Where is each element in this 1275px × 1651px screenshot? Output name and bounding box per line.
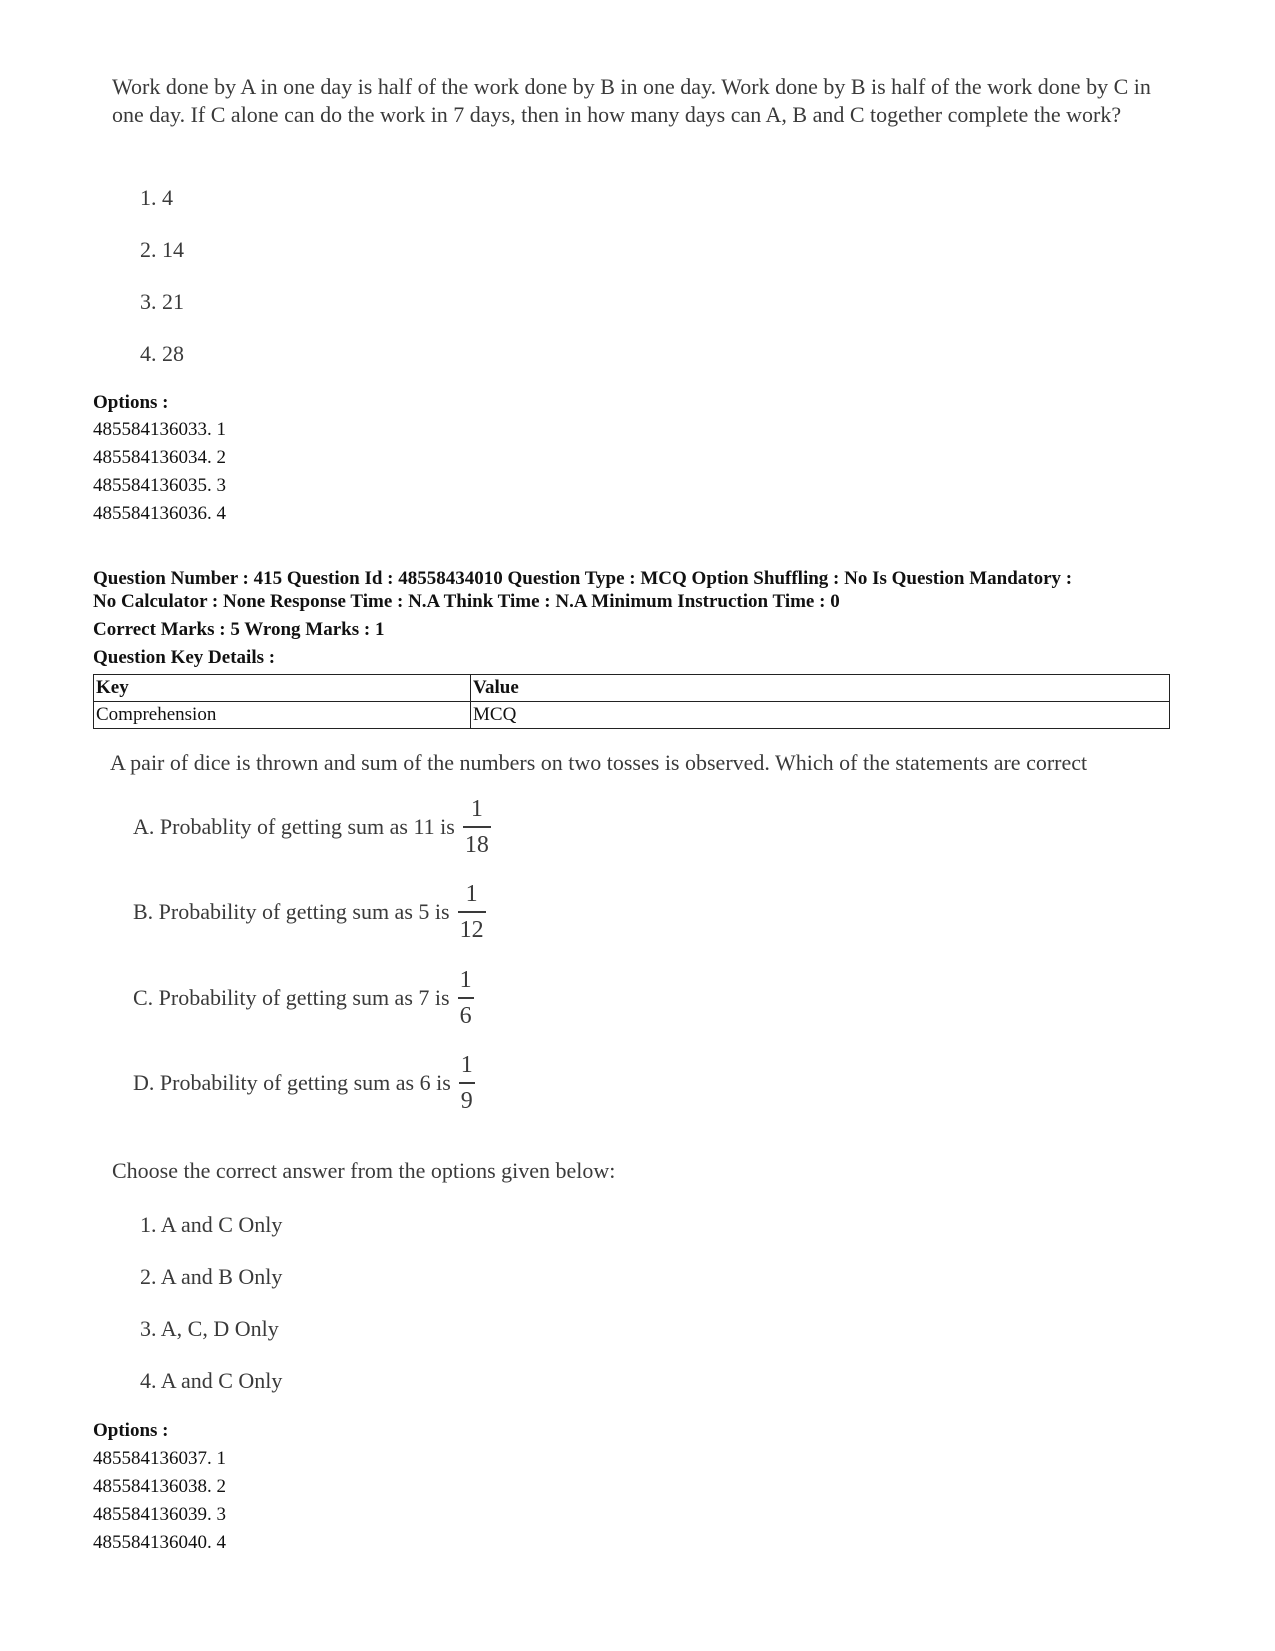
statement-c-label: C. Probability of getting sum as 7 is [133,984,450,1010]
statement-c [133,966,474,1030]
question-2-option-4: 485584136040. 4 [93,1532,226,1553]
question-1-option-4: 485584136036. 4 [93,503,226,524]
fraction-bar [459,1082,475,1084]
key-table-row [94,702,1170,729]
key-table-header-value: Value [471,675,1170,702]
statement-c-fraction [458,966,474,1030]
fraction-bar [458,911,486,913]
statement-c-denominator: 6 [459,1002,472,1029]
question-1-choice-1: 1. 4 [140,185,173,210]
statement-d-numerator: 1 [460,1052,473,1078]
question-2-text: A pair of dice is thrown and sum of the numbers on two tosses is observed. Which of the statements are correct [110,750,1088,775]
fraction-bar [458,997,474,999]
question-meta-line-1: Question Number : 415 Question Id : 48558434010 Question Type : MCQ Option Shuffling : No Is Question Mandatory : [93,568,1073,589]
question-key-table [93,674,1170,729]
statement-a-numerator: 1 [470,796,483,822]
statement-a-denominator: 18 [464,831,489,858]
statement-b-numerator: 1 [465,881,478,907]
statement-b-fraction [458,880,486,944]
question-meta-line-2: No Calculator : None Response Time : N.A Think Time : N.A Minimum Instruction Time : 0 [93,591,840,612]
question-1-choice-4: 4. 28 [140,341,184,366]
question-2-option-2: 485584136038. 2 [93,1476,226,1497]
question-key-details-heading: Question Key Details : [93,647,276,668]
question-2-choice-1: 1. A and C Only [140,1212,283,1237]
question-1-text: Work done by A in one day is half of the work done by B in one day. Work done by B is half of the work done by C in one day. If C alone can do the work in 7 days, then in how many days can A, B and C together complete the work? [112,74,1151,127]
statement-a-label: A. Probablity of getting sum as 11 is [133,813,455,839]
key-table-header-key: Key [94,675,471,702]
statement-d-denominator: 9 [460,1087,473,1114]
question-2-option-1: 485584136037. 1 [93,1448,226,1469]
question-2-option-3: 485584136039. 3 [93,1504,226,1525]
statement-b [133,880,486,944]
statement-a-fraction [463,795,491,859]
question-2-choice-2: 2. A and B Only [140,1264,283,1289]
statement-b-denominator: 12 [459,916,484,943]
question-2-choice-4: 4. A and C Only [140,1368,283,1393]
statement-d [133,1051,475,1115]
key-table-header-row [94,675,1170,702]
question-marks: Correct Marks : 5 Wrong Marks : 1 [93,619,385,640]
question-2-options-heading: Options : [93,1420,169,1441]
statement-d-label: D. Probability of getting sum as 6 is [133,1069,451,1095]
statement-b-label: B. Probability of getting sum as 5 is [133,898,450,924]
question-1-choice-3: 3. 21 [140,289,184,314]
statement-a [133,795,491,859]
question-1-option-3: 485584136035. 3 [93,475,226,496]
statement-c-numerator: 1 [459,967,472,993]
key-table-cell-value: MCQ [471,702,1170,729]
fraction-bar [463,826,491,828]
statement-d-fraction [459,1051,475,1115]
question-1-choice-2: 2. 14 [140,237,184,262]
question-2-instruction: Choose the correct answer from the options given below: [112,1158,616,1183]
key-table-cell-key: Comprehension [94,702,471,729]
question-2-choice-3: 3. A, C, D Only [140,1316,279,1341]
question-1-options-heading: Options : [93,392,169,413]
question-1-option-1: 485584136033. 1 [93,419,226,440]
question-1-option-2: 485584136034. 2 [93,447,226,468]
